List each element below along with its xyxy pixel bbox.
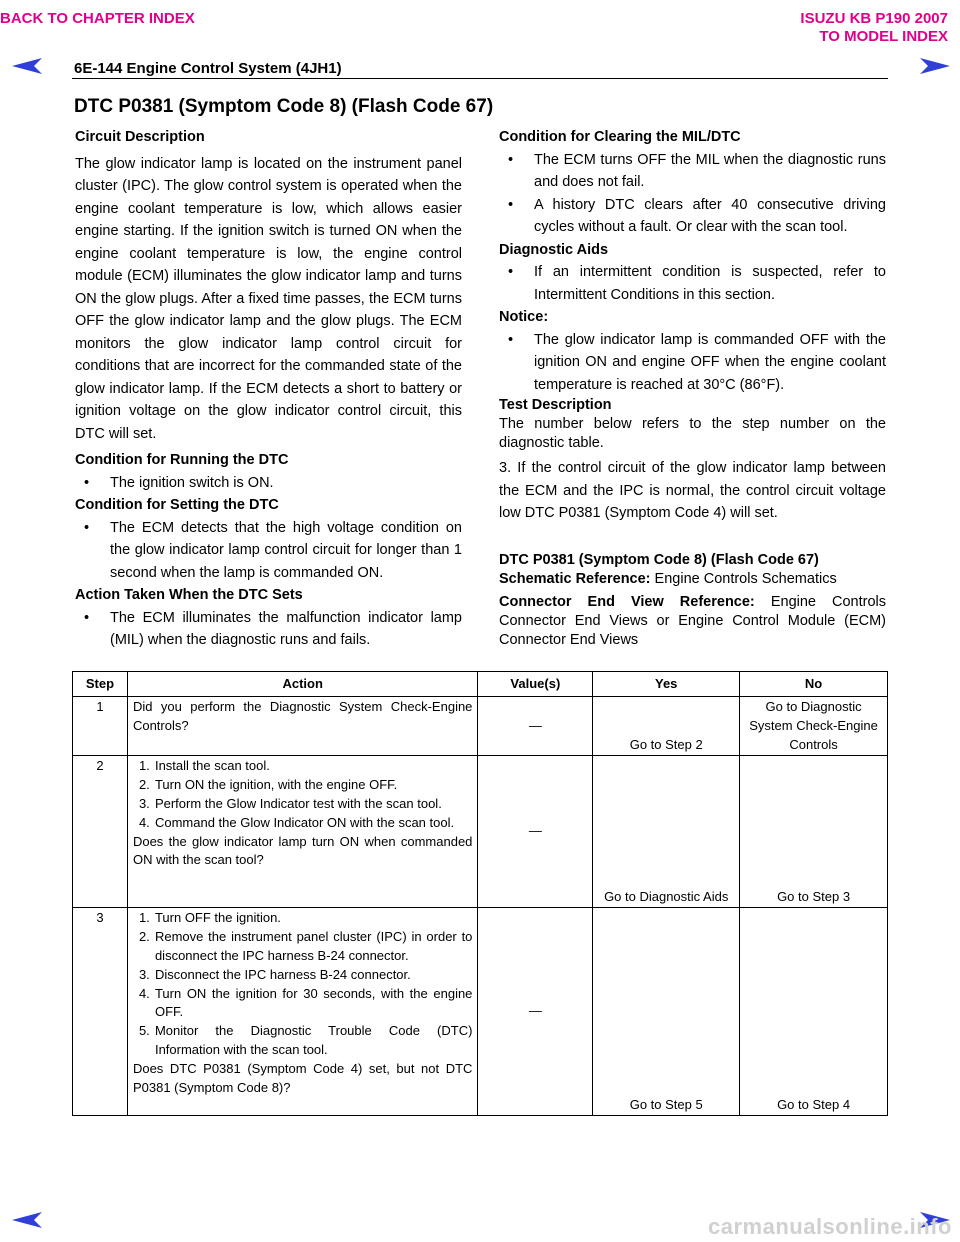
action-substep: 4. Turn ON the ignition for 30 seconds, with the engine OFF. — [138, 985, 473, 1020]
action-question: Does the glow indicator lamp turn ON when commanded ON with the scan tool? — [132, 833, 473, 868]
column-header-values: Value(s) — [478, 672, 593, 697]
circuit-description-text: The glow indicator lamp is located on the instrument panel cluster (IPC). The glow control system is operated when the engine coolant temperature is low, which allows easier engine starting. If the ignition switch is turned ON when the engine coolant temperature is low, the engine control module (ECM) illuminates the glow indicator lamp and turns ON the glow plugs. After a fixed time passes, the ECM turns OFF the glow indicator lamp and the glow plugs. The ECM monitors the glow indicator lamp control circuit for conditions that are incorrect for the commanded state of the glow indicator lamp. If the ECM detects a short to battery or ignition voltage on the glow indicator control circuit, this DTC will set. — [75, 155, 462, 442]
action-cell — [127, 908, 477, 1116]
page-header-title: 6E-144 Engine Control System (4JH1) — [74, 60, 342, 77]
yes-cell[interactable]: Go to Step 2 — [593, 697, 740, 756]
action-substep: 5. Monitor the Diagnostic Trouble Code (DTC) Information with the scan tool. — [138, 1023, 473, 1057]
action-substep: 3. Perform the Glow Indicator test with the scan tool. — [138, 795, 442, 811]
right-column — [499, 126, 886, 650]
schematic-reference — [499, 570, 886, 589]
schematic-reference-label: Schematic Reference: — [499, 570, 651, 587]
clearing-bullet: • The ECM turns OFF the MIL when the diagnostic runs and does not fail. — [508, 151, 886, 190]
connector-reference-link[interactable]: Engine Controls Connector End Views or Engine Control Module (ECM) Connector End Views — [499, 593, 887, 648]
action-substep: 4. Command the Glow Indicator ON with the scan tool. — [138, 814, 455, 830]
action-cell — [127, 697, 477, 756]
step-number: 1 — [73, 697, 128, 756]
action-substep: 2. Turn ON the ignition, with the engine OFF. — [138, 777, 398, 793]
value-cell: — — [478, 908, 593, 1116]
yes-cell[interactable]: Go to Diagnostic Aids — [593, 756, 740, 908]
previous-page-arrow-bottom-icon[interactable] — [10, 1210, 44, 1230]
to-model-index-label: TO MODEL INDEX — [819, 28, 948, 45]
previous-page-arrow-icon[interactable] — [10, 56, 44, 76]
action-taken-bullet: • The ECM illuminates the malfunction indicator lamp (MIL) when the diagnostic runs and fails. — [84, 609, 462, 648]
document-title: DTC P0381 (Symptom Code 8) (Flash Code 67) — [74, 96, 494, 117]
no-cell[interactable]: Go to Diagnostic System Check-Engine Controls — [740, 697, 888, 756]
step-number: 3 — [73, 908, 128, 1116]
left-column — [75, 126, 462, 652]
action-substep: 1. Install the scan tool. — [138, 758, 270, 774]
model-index-link[interactable] — [800, 10, 948, 46]
connector-reference — [499, 593, 886, 650]
header-divider — [72, 78, 888, 79]
no-cell[interactable]: Go to Step 4 — [740, 908, 888, 1116]
table-row — [73, 756, 888, 908]
table-row — [73, 697, 888, 756]
action-question: Did you perform the Diagnostic System Check-Engine Controls? — [132, 699, 473, 733]
test-description-heading: Test Description — [499, 397, 612, 413]
table-row — [73, 908, 888, 1116]
setting-condition-bullet: • The ECM detects that the high voltage condition on the glow indicator lamp control circuit for longer than 1 second when the lamp is commanded ON. — [84, 519, 462, 581]
column-header-no: No — [740, 672, 888, 697]
value-cell: — — [478, 697, 593, 756]
action-question: Does DTC P0381 (Symptom Code 4) set, but not DTC P0381 (Symptom Code 8)? — [132, 1060, 473, 1095]
table-header-row — [73, 672, 888, 697]
clearing-condition-heading: Condition for Clearing the MIL/DTC — [499, 129, 741, 145]
running-condition-bullet: • The ignition switch is ON. — [84, 474, 274, 491]
diagnostic-aids-bullet: • If an intermittent condition is suspected, refer to Intermittent Conditions in this section. — [508, 264, 886, 303]
yes-cell[interactable]: Go to Step 5 — [593, 908, 740, 1116]
schematic-reference-link[interactable]: Engine Controls Schematics — [654, 570, 837, 587]
column-header-step: Step — [73, 672, 128, 697]
step-number: 2 — [73, 756, 128, 908]
action-cell — [127, 756, 477, 908]
column-header-yes: Yes — [593, 672, 740, 697]
diagnostic-table — [72, 671, 888, 1116]
test-description-step: 3. If the control circuit of the glow indicator lamp between the ECM and the IPC is normal, the control circuit voltage low DTC P0381 (Symptom Code 4) will set. — [499, 460, 886, 521]
setting-condition-heading: Condition for Setting the DTC — [75, 497, 279, 513]
dtc-reference-line: DTC P0381 (Symptom Code 8) (Flash Code 67) — [499, 551, 819, 568]
connector-reference-label: Connector End View Reference: — [499, 593, 755, 610]
no-cell[interactable]: Go to Step 3 — [740, 756, 888, 908]
watermark: carmanualsonline.info — [708, 1214, 952, 1239]
diagnostic-aids-heading: Diagnostic Aids — [499, 241, 609, 258]
next-page-arrow-icon[interactable] — [918, 56, 952, 76]
test-description-text: The number below refers to the step number on the diagnostic table. — [499, 416, 886, 451]
model-name: ISUZU KB P190 2007 — [800, 10, 948, 27]
back-to-chapter-index-link[interactable]: BACK TO CHAPTER INDEX — [0, 10, 195, 27]
column-header-action: Action — [127, 672, 477, 697]
action-substep: 1. Turn OFF the ignition. — [138, 910, 281, 926]
notice-bullet: • The glow indicator lamp is commanded OFF with the ignition ON and engine OFF when the engine coolant temperature is reached at 30°C (86°F). — [508, 331, 886, 393]
action-taken-heading: Action Taken When the DTC Sets — [75, 587, 303, 603]
action-substep: 2. Remove the instrument panel cluster (IPC) in order to disconnect the IPC harness B-24 connector. — [138, 929, 473, 963]
clearing-bullet: • A history DTC clears after 40 consecutive driving cycles without a fault. Or clear with the scan tool. — [508, 196, 886, 235]
notice-heading: Notice: — [499, 309, 549, 325]
running-condition-heading: Condition for Running the DTC — [75, 452, 289, 468]
action-substep: 3. Disconnect the IPC harness B-24 connector. — [138, 966, 411, 982]
value-cell: — — [478, 756, 593, 908]
circuit-description-heading: Circuit Description — [75, 129, 205, 145]
